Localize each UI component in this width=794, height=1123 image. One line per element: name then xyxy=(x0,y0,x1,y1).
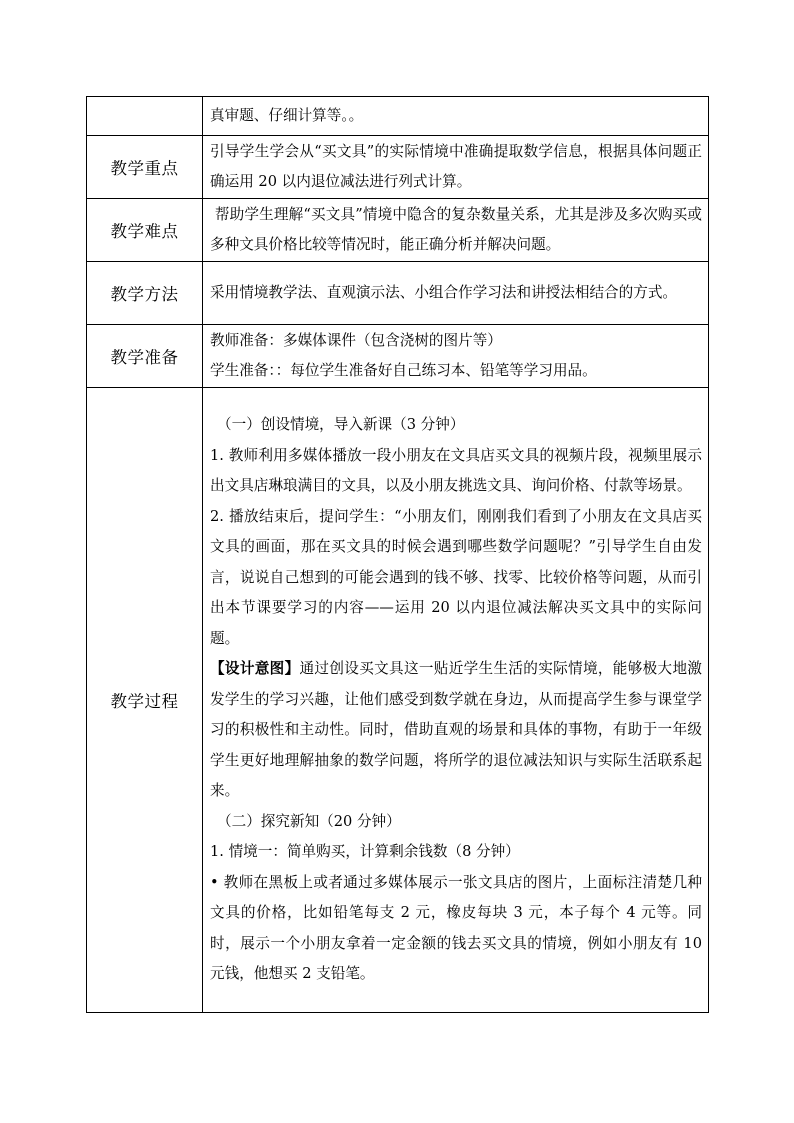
content-line: 采用情境教学法、直观演示法、小组合作学习法和讲授法相结合的方式。 xyxy=(210,283,678,301)
paragraph: 1. 情境一：简单购买，计算剩余钱数（8 分钟） xyxy=(210,843,520,861)
row-label xyxy=(87,97,203,136)
design-intent-label: 【设计意图】 xyxy=(210,660,300,678)
design-intent xyxy=(210,654,702,807)
paragraph: 1. 教师利用多媒体播放一段小朋友在文具店买文具的视频片段，视频里展示出文具店琳琅满目的文具，以及小朋友挑选文具、询问价格、付款等场景。 xyxy=(210,446,702,495)
section-title: （二）探究新知（20 分钟） xyxy=(217,812,401,830)
content-line: 学生准备：：每位学生准备好自己练习本、铅笔等学习用品。 xyxy=(210,362,597,379)
row-label-process: 教学过程 xyxy=(87,388,203,1013)
row-label-preparation: 教学准备 xyxy=(87,325,203,388)
lesson-plan-table xyxy=(86,96,709,1013)
table-row xyxy=(87,388,709,1013)
table-row xyxy=(87,325,709,388)
row-label-difficulties: 教学难点 xyxy=(87,199,203,262)
section-title: （一）创设情境，导入新课（3 分钟） xyxy=(217,416,465,434)
row-content xyxy=(203,199,709,262)
design-intent-text: 通过创设买文具这一贴近学生生活的实际情境，能够极大地激发学生的学习兴趣，让他们感受到数学就在身边，从而提高学生参与课堂学习的积极性和主动性。同时，借助直观的场景和具体的事物，有助于一年级学生更好地理解抽象的数学问题，将所学的退位减法知识与实际生活联系起来。 xyxy=(210,660,702,800)
content-line: 真审题、仔细计算等。。 xyxy=(210,106,364,124)
row-content xyxy=(203,325,709,388)
table-row xyxy=(87,262,709,325)
paragraph: 2. 播放结束后，提问学生：“小朋友们，刚刚我们看到了小朋友在文具店买文具的画面，那在买文具的时候会遇到哪些数学问题呢？”引导学生自由发言，说说自己想到的可能会遇到的钱不够、找零、比较价格等问题，从而引出本节课要学习的内容——运用 20 以内退位减法解决买文具中的实际问题。 xyxy=(210,507,702,647)
row-label-methods: 教学方法 xyxy=(87,262,203,325)
row-content xyxy=(203,97,709,136)
content-line: 教师准备：多媒体课件（包含浇树的图片等） xyxy=(210,331,502,349)
table-row xyxy=(87,199,709,262)
row-content xyxy=(203,262,709,325)
table-row xyxy=(87,97,709,136)
row-content xyxy=(203,388,709,1013)
content-line: 帮助学生理解“买文具”情境中隐含的复杂数量关系，尤其是涉及多次购买或多种文具价格比较等情况时，能正确分析并解决问题。 xyxy=(210,205,702,253)
paragraph: • 教师在黑板上或者通过多媒体展示一张文具店的图片，上面标注清楚几种文具的价格，比如铅笔每支 2 元，橡皮每块 3 元，本子每个 4 元等。同时，展示一个小朋友拿着一定金额的钱去买文具的情境，例如小朋友有 10 元钱，他想买 2 支铅笔。 xyxy=(210,873,702,983)
content-line: 引导学生学会从“买文具”的实际情境中准确提取数学信息，根据具体问题正确运用 20 以内退位减法进行列式计算。 xyxy=(210,142,702,190)
row-content xyxy=(203,136,709,199)
row-label-key-points: 教学重点 xyxy=(87,136,203,199)
table-row xyxy=(87,136,709,199)
